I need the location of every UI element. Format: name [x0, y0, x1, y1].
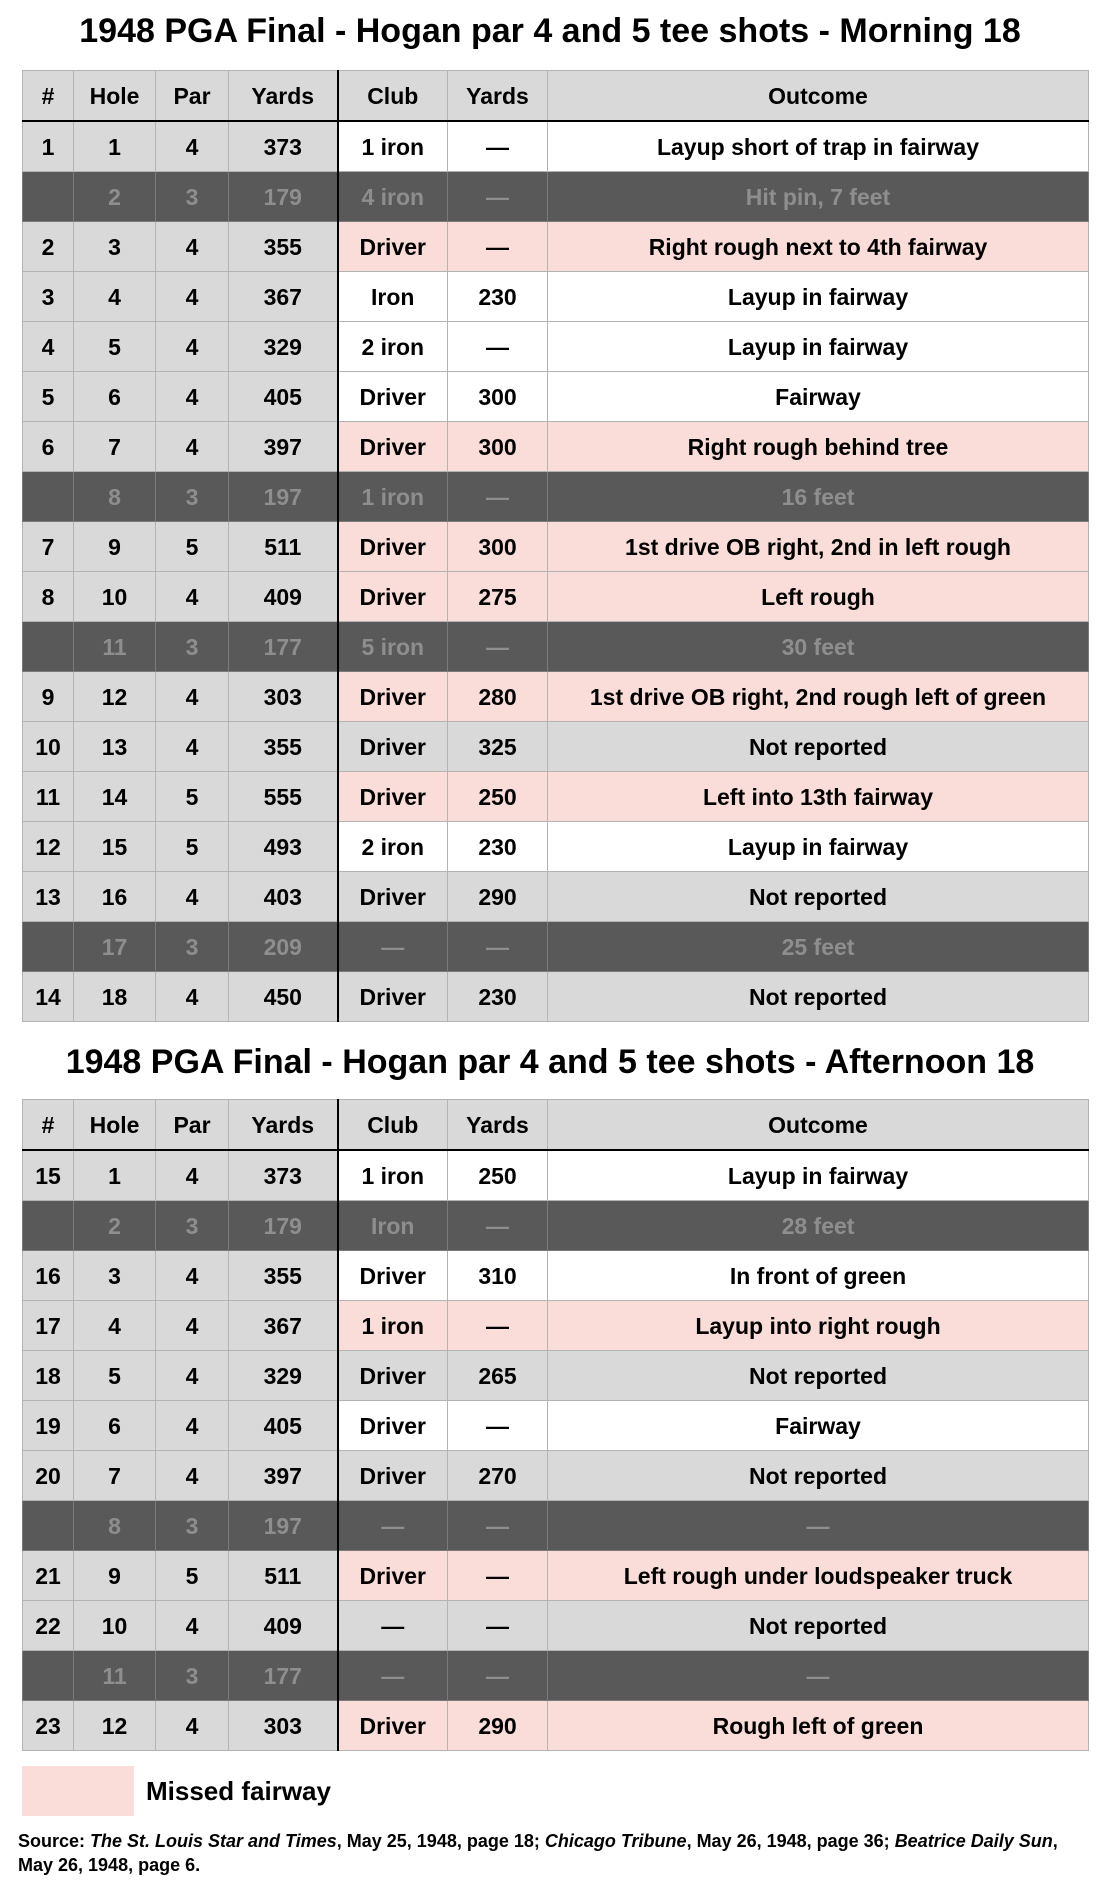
table-row: [23, 972, 1089, 1022]
cell-club: —: [338, 1501, 448, 1551]
table-row-par3: [23, 1201, 1089, 1251]
cell-num: 13: [23, 872, 74, 922]
cell-par: 4: [156, 572, 229, 622]
cell-hole: 10: [74, 572, 156, 622]
header-yards: Yards: [229, 1100, 338, 1151]
source-publication: Beatrice Daily Sun: [894, 1831, 1053, 1851]
cell-num: 1: [23, 121, 74, 172]
cell-hole: 1: [74, 1150, 156, 1201]
table-row: [23, 322, 1089, 372]
cell-outcome: Not reported: [548, 972, 1089, 1022]
cell-club: Driver: [338, 672, 448, 722]
cell-drive-yards: —: [448, 622, 548, 672]
cell-drive-yards: 290: [448, 872, 548, 922]
cell-num: 4: [23, 322, 74, 372]
header-club: Club: [338, 1100, 448, 1151]
cell-par: 5: [156, 1551, 229, 1601]
cell-hole: 5: [74, 1351, 156, 1401]
table-row: [23, 1251, 1089, 1301]
cell-yards: 197: [229, 1501, 338, 1551]
cell-num: [23, 172, 74, 222]
cell-drive-yards: 300: [448, 522, 548, 572]
cell-club: Driver: [338, 522, 448, 572]
cell-drive-yards: —: [448, 1601, 548, 1651]
cell-outcome: Layup into right rough: [548, 1301, 1089, 1351]
cell-outcome: Layup in fairway: [548, 322, 1089, 372]
cell-yards: 373: [229, 121, 338, 172]
table-row: [23, 1551, 1089, 1601]
cell-drive-yards: 280: [448, 672, 548, 722]
cell-club: Driver: [338, 722, 448, 772]
table-row: [23, 772, 1089, 822]
cell-par: 3: [156, 1501, 229, 1551]
cell-par: 3: [156, 1651, 229, 1701]
header-yards: Yards: [229, 71, 338, 122]
table-header-row: [23, 1100, 1089, 1151]
cell-outcome: 1st drive OB right, 2nd rough left of green: [548, 672, 1089, 722]
cell-club: 2 iron: [338, 322, 448, 372]
cell-par: 4: [156, 1701, 229, 1751]
cell-club: —: [338, 1601, 448, 1651]
cell-drive-yards: —: [448, 1501, 548, 1551]
cell-drive-yards: —: [448, 472, 548, 522]
cell-par: 4: [156, 672, 229, 722]
cell-par: 3: [156, 622, 229, 672]
cell-yards: 397: [229, 1451, 338, 1501]
cell-outcome: Left rough: [548, 572, 1089, 622]
cell-outcome: Not reported: [548, 872, 1089, 922]
cell-par: 3: [156, 172, 229, 222]
cell-par: 4: [156, 722, 229, 772]
afternoon-shots-table: [22, 1099, 1089, 1751]
table-row-par3: [23, 472, 1089, 522]
header-num: #: [23, 1100, 74, 1151]
cell-outcome: —: [548, 1651, 1089, 1701]
table-row: [23, 822, 1089, 872]
morning-table-body: [23, 121, 1089, 1022]
cell-drive-yards: 290: [448, 1701, 548, 1751]
table-row-par3: [23, 1651, 1089, 1701]
cell-yards: 367: [229, 1301, 338, 1351]
cell-outcome: Left rough under loudspeaker truck: [548, 1551, 1089, 1601]
cell-yards: 367: [229, 272, 338, 322]
cell-par: 4: [156, 1601, 229, 1651]
cell-par: 5: [156, 522, 229, 572]
table-row-par3: [23, 622, 1089, 672]
cell-yards: 355: [229, 1251, 338, 1301]
cell-drive-yards: 300: [448, 372, 548, 422]
cell-hole: 6: [74, 372, 156, 422]
cell-club: —: [338, 1651, 448, 1701]
cell-outcome: Not reported: [548, 1451, 1089, 1501]
cell-drive-yards: 250: [448, 772, 548, 822]
cell-hole: 7: [74, 1451, 156, 1501]
table-row-par3: [23, 1501, 1089, 1551]
cell-club: Driver: [338, 222, 448, 272]
table-row-par3: [23, 172, 1089, 222]
table-row: [23, 272, 1089, 322]
cell-club: Driver: [338, 372, 448, 422]
cell-par: 4: [156, 972, 229, 1022]
cell-num: 17: [23, 1301, 74, 1351]
cell-outcome: In front of green: [548, 1251, 1089, 1301]
cell-hole: 11: [74, 622, 156, 672]
cell-yards: 329: [229, 322, 338, 372]
source-note: [18, 1829, 1093, 1877]
cell-num: 14: [23, 972, 74, 1022]
cell-num: 2: [23, 222, 74, 272]
cell-outcome: Not reported: [548, 1601, 1089, 1651]
cell-num: [23, 1651, 74, 1701]
header-num: #: [23, 71, 74, 122]
cell-yards: 511: [229, 522, 338, 572]
cell-hole: 9: [74, 522, 156, 572]
cell-yards: 179: [229, 1201, 338, 1251]
table-row: [23, 522, 1089, 572]
source-citation: , May 26, 1948, page 6.: [18, 1831, 1058, 1875]
table-row: [23, 1701, 1089, 1751]
header-outcome: Outcome: [548, 1100, 1089, 1151]
cell-yards: 511: [229, 1551, 338, 1601]
cell-num: 6: [23, 422, 74, 472]
legend-missed-fairway-swatch: [22, 1766, 134, 1816]
cell-yards: 355: [229, 722, 338, 772]
table-row: [23, 422, 1089, 472]
table-row: [23, 1301, 1089, 1351]
cell-outcome: 28 feet: [548, 1201, 1089, 1251]
cell-num: [23, 1501, 74, 1551]
cell-num: 15: [23, 1150, 74, 1201]
cell-par: 4: [156, 222, 229, 272]
cell-drive-yards: 230: [448, 972, 548, 1022]
cell-drive-yards: —: [448, 172, 548, 222]
cell-outcome: Rough left of green: [548, 1701, 1089, 1751]
cell-club: Driver: [338, 572, 448, 622]
cell-club: Driver: [338, 972, 448, 1022]
cell-hole: 5: [74, 322, 156, 372]
cell-hole: 1: [74, 121, 156, 172]
cell-club: 1 iron: [338, 1301, 448, 1351]
cell-drive-yards: 230: [448, 272, 548, 322]
cell-par: 4: [156, 422, 229, 472]
cell-outcome: Layup in fairway: [548, 272, 1089, 322]
cell-num: 9: [23, 672, 74, 722]
cell-num: 23: [23, 1701, 74, 1751]
cell-drive-yards: —: [448, 1201, 548, 1251]
source-citation: , May 26, 1948, page 36;: [686, 1831, 895, 1851]
cell-par: 4: [156, 1150, 229, 1201]
cell-outcome: —: [548, 1501, 1089, 1551]
cell-num: 5: [23, 372, 74, 422]
header-drive-yards: Yards: [448, 71, 548, 122]
cell-outcome: Not reported: [548, 722, 1089, 772]
cell-hole: 18: [74, 972, 156, 1022]
cell-num: 7: [23, 522, 74, 572]
table-row: [23, 1150, 1089, 1201]
cell-drive-yards: —: [448, 222, 548, 272]
cell-outcome: Right rough next to 4th fairway: [548, 222, 1089, 272]
cell-drive-yards: —: [448, 922, 548, 972]
cell-num: 16: [23, 1251, 74, 1301]
cell-par: 3: [156, 1201, 229, 1251]
cell-outcome: Not reported: [548, 1351, 1089, 1401]
cell-num: [23, 622, 74, 672]
cell-yards: 177: [229, 622, 338, 672]
header-par: Par: [156, 71, 229, 122]
cell-hole: 15: [74, 822, 156, 872]
cell-hole: 2: [74, 172, 156, 222]
legend: [22, 1766, 331, 1816]
cell-par: 3: [156, 922, 229, 972]
cell-hole: 8: [74, 1501, 156, 1551]
cell-num: [23, 922, 74, 972]
table-header-row: [23, 71, 1089, 122]
cell-yards: 373: [229, 1150, 338, 1201]
afternoon-table-body: [23, 1150, 1089, 1751]
cell-club: 2 iron: [338, 822, 448, 872]
cell-par: 4: [156, 372, 229, 422]
cell-drive-yards: —: [448, 1301, 548, 1351]
cell-club: 5 iron: [338, 622, 448, 672]
cell-num: 11: [23, 772, 74, 822]
cell-club: Driver: [338, 1351, 448, 1401]
header-club: Club: [338, 71, 448, 122]
cell-club: Driver: [338, 1251, 448, 1301]
cell-club: Iron: [338, 272, 448, 322]
cell-num: 12: [23, 822, 74, 872]
cell-drive-yards: —: [448, 1651, 548, 1701]
cell-outcome: Right rough behind tree: [548, 422, 1089, 472]
cell-outcome: 30 feet: [548, 622, 1089, 672]
cell-hole: 2: [74, 1201, 156, 1251]
cell-drive-yards: 325: [448, 722, 548, 772]
cell-hole: 11: [74, 1651, 156, 1701]
cell-hole: 12: [74, 1701, 156, 1751]
cell-num: 18: [23, 1351, 74, 1401]
cell-hole: 13: [74, 722, 156, 772]
cell-yards: 197: [229, 472, 338, 522]
afternoon-table-title: 1948 PGA Final - Hogan par 4 and 5 tee shots - Afternoon 18: [65, 1043, 1035, 1081]
cell-par: 5: [156, 822, 229, 872]
cell-club: Driver: [338, 872, 448, 922]
cell-hole: 12: [74, 672, 156, 722]
cell-num: 20: [23, 1451, 74, 1501]
cell-club: Driver: [338, 1551, 448, 1601]
cell-yards: 329: [229, 1351, 338, 1401]
cell-hole: 8: [74, 472, 156, 522]
source-prefix: Source:: [18, 1831, 91, 1851]
cell-outcome: Hit pin, 7 feet: [548, 172, 1089, 222]
table-row: [23, 1451, 1089, 1501]
table-row: [23, 572, 1089, 622]
cell-par: 4: [156, 121, 229, 172]
cell-yards: 177: [229, 1651, 338, 1701]
cell-hole: 10: [74, 1601, 156, 1651]
cell-outcome: Fairway: [548, 1401, 1089, 1451]
cell-par: 4: [156, 272, 229, 322]
cell-par: 4: [156, 322, 229, 372]
cell-hole: 7: [74, 422, 156, 472]
morning-table-title: 1948 PGA Final - Hogan par 4 and 5 tee shots - Morning 18: [79, 12, 1021, 50]
cell-num: 8: [23, 572, 74, 622]
cell-yards: 397: [229, 422, 338, 472]
cell-outcome: Layup short of trap in fairway: [548, 121, 1089, 172]
table-row: [23, 872, 1089, 922]
cell-yards: 403: [229, 872, 338, 922]
cell-par: 4: [156, 1351, 229, 1401]
header-drive-yards: Yards: [448, 1100, 548, 1151]
cell-outcome: 1st drive OB right, 2nd in left rough: [548, 522, 1089, 572]
cell-yards: 405: [229, 1401, 338, 1451]
cell-drive-yards: 300: [448, 422, 548, 472]
legend-label: Missed fairway: [146, 1775, 331, 1806]
cell-par: 4: [156, 872, 229, 922]
cell-club: 1 iron: [338, 1150, 448, 1201]
header-hole: Hole: [74, 1100, 156, 1151]
cell-drive-yards: —: [448, 322, 548, 372]
cell-num: 10: [23, 722, 74, 772]
cell-par: 5: [156, 772, 229, 822]
cell-num: 19: [23, 1401, 74, 1451]
cell-yards: 179: [229, 172, 338, 222]
cell-club: Driver: [338, 422, 448, 472]
header-outcome: Outcome: [548, 71, 1089, 122]
cell-num: 21: [23, 1551, 74, 1601]
cell-par: 4: [156, 1401, 229, 1451]
cell-hole: 3: [74, 1251, 156, 1301]
cell-hole: 9: [74, 1551, 156, 1601]
cell-num: 22: [23, 1601, 74, 1651]
cell-yards: 405: [229, 372, 338, 422]
cell-club: 1 iron: [338, 121, 448, 172]
table-row: [23, 722, 1089, 772]
cell-club: —: [338, 922, 448, 972]
table-row: [23, 121, 1089, 172]
cell-par: 3: [156, 472, 229, 522]
table-row: [23, 222, 1089, 272]
cell-drive-yards: 230: [448, 822, 548, 872]
cell-hole: 4: [74, 272, 156, 322]
cell-par: 4: [156, 1451, 229, 1501]
table-row: [23, 372, 1089, 422]
cell-yards: 555: [229, 772, 338, 822]
cell-club: Driver: [338, 1401, 448, 1451]
cell-drive-yards: 310: [448, 1251, 548, 1301]
cell-club: Driver: [338, 1701, 448, 1751]
cell-yards: 303: [229, 672, 338, 722]
cell-club: 1 iron: [338, 472, 448, 522]
table-row-par3: [23, 922, 1089, 972]
cell-yards: 355: [229, 222, 338, 272]
source-citation: , May 25, 1948, page 18;: [336, 1831, 545, 1851]
source-publication: Chicago Tribune: [544, 1831, 687, 1851]
table-row: [23, 1351, 1089, 1401]
cell-yards: 450: [229, 972, 338, 1022]
table-row: [23, 1601, 1089, 1651]
cell-outcome: 16 feet: [548, 472, 1089, 522]
cell-club: Driver: [338, 1451, 448, 1501]
cell-drive-yards: —: [448, 121, 548, 172]
cell-hole: 3: [74, 222, 156, 272]
cell-yards: 209: [229, 922, 338, 972]
source-publication: The St. Louis Star and Times: [90, 1831, 337, 1851]
cell-par: 4: [156, 1251, 229, 1301]
cell-club: Driver: [338, 772, 448, 822]
table-row: [23, 1401, 1089, 1451]
cell-hole: 14: [74, 772, 156, 822]
cell-club: Iron: [338, 1201, 448, 1251]
cell-outcome: Layup in fairway: [548, 822, 1089, 872]
cell-outcome: 25 feet: [548, 922, 1089, 972]
cell-yards: 303: [229, 1701, 338, 1751]
cell-yards: 409: [229, 1601, 338, 1651]
cell-club: 4 iron: [338, 172, 448, 222]
cell-drive-yards: 250: [448, 1150, 548, 1201]
cell-drive-yards: 270: [448, 1451, 548, 1501]
cell-hole: 16: [74, 872, 156, 922]
cell-hole: 17: [74, 922, 156, 972]
cell-hole: 4: [74, 1301, 156, 1351]
cell-drive-yards: —: [448, 1401, 548, 1451]
cell-outcome: Layup in fairway: [548, 1150, 1089, 1201]
cell-num: 3: [23, 272, 74, 322]
cell-drive-yards: —: [448, 1551, 548, 1601]
header-par: Par: [156, 1100, 229, 1151]
header-hole: Hole: [74, 71, 156, 122]
cell-num: [23, 1201, 74, 1251]
cell-drive-yards: 265: [448, 1351, 548, 1401]
cell-hole: 6: [74, 1401, 156, 1451]
morning-shots-table: [22, 70, 1089, 1022]
cell-par: 4: [156, 1301, 229, 1351]
cell-num: [23, 472, 74, 522]
cell-outcome: Left into 13th fairway: [548, 772, 1089, 822]
cell-drive-yards: 275: [448, 572, 548, 622]
cell-yards: 409: [229, 572, 338, 622]
table-row: [23, 672, 1089, 722]
cell-yards: 493: [229, 822, 338, 872]
cell-outcome: Fairway: [548, 372, 1089, 422]
